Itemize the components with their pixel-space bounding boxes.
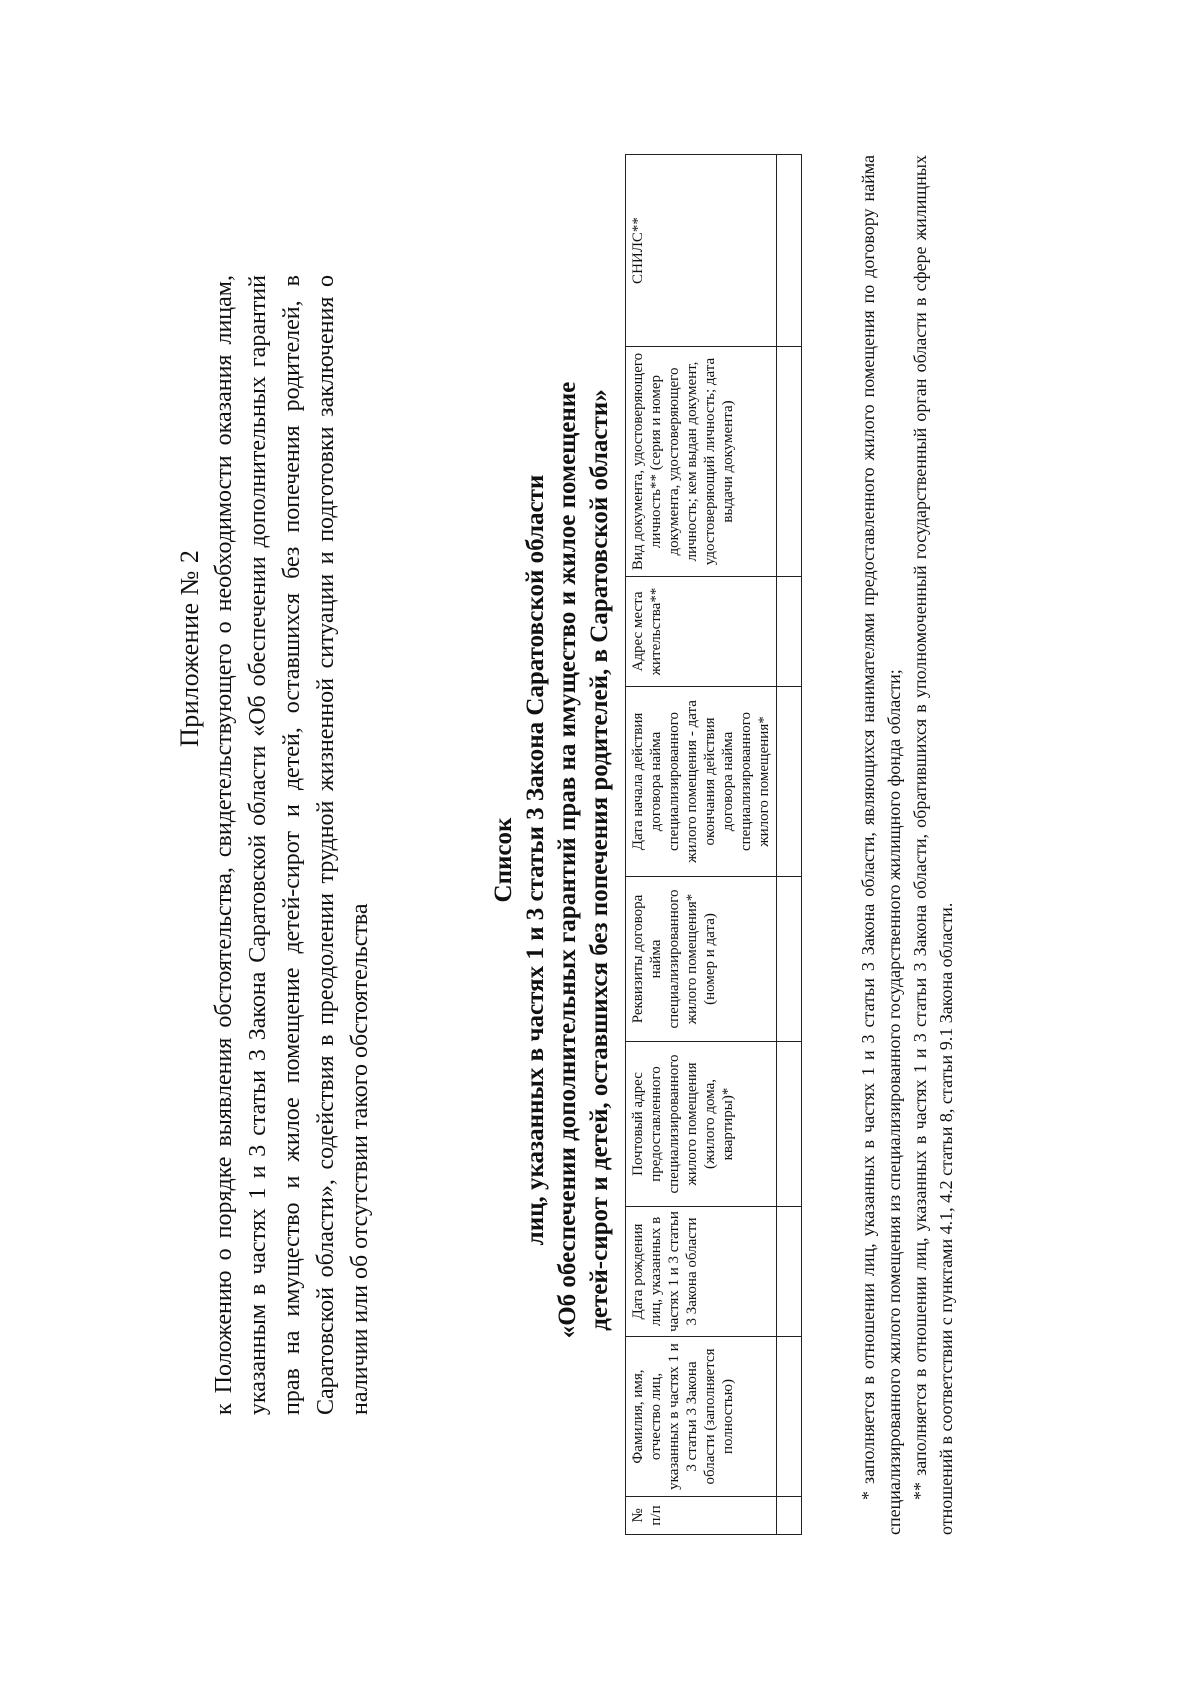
footnote-double-asterisk: ** заполняется в отношении лиц, указанных в частях 1 и 3 статьи 3 Закона области, обратившихся в уполномоченный государственный орган области в сфере жилищных отношений в соответствии с пунктами 4.1, 4.2 статьи 8, статьи 9.1 Закона области.: [910, 155, 956, 1535]
column-header-snils: СНИЛС**: [626, 155, 777, 347]
list-title-line: лиц, указанных в частях 1 и 3 статьи 3 Закона Саратовской области: [522, 474, 549, 1246]
appendix-title: Приложение № 2: [175, 549, 204, 747]
table-cell: [777, 1207, 802, 1337]
column-header-birth-date: Дата рождения лиц, указанных в частях 1 и 3 статьи 3 Закона области: [626, 1207, 777, 1337]
table-cell: [777, 577, 802, 687]
list-table: [625, 154, 802, 1535]
table-row: [777, 155, 802, 1535]
table-cell: [777, 1042, 802, 1207]
table-cell: [777, 155, 802, 347]
list-title-line: детей-сирот и детей, оставшихся без попечения родителей, в Саратовской области»: [586, 389, 613, 1331]
table-cell: [777, 347, 802, 577]
footnote-single-asterisk: * заполняется в отношении лиц, указанных в частях 1 и 3 статьи 3 Закона области, являющихся нанимателями предоставленного жилого помещения по договору найма специализированного жилого помещения из специализированного государственного жилищного фонда области;: [858, 155, 904, 1535]
column-header-contract-period: Дата начала действия договора найма специализированного жилого помещения - дата окончания действия договора найма специализированного жилого помещения*: [626, 687, 777, 877]
table-header-row: [626, 155, 777, 1535]
list-title-line: «Об обеспечении дополнительных гарантий прав на имущество и жилое помещение: [554, 381, 581, 1339]
column-header-residence-address: Адрес места жительства**: [626, 577, 777, 687]
column-header-identity-document: Вид документа, удостоверяющего личность** (серия и номер документа, удостоверяющего личность; кем выдан документ, удостоверяющий личность; дата выдачи документа): [626, 347, 777, 577]
list-table-container: [625, 155, 802, 1535]
table-cell: [777, 1337, 802, 1497]
list-title: [488, 105, 616, 1615]
list-title-line: Список: [490, 817, 517, 903]
footnotes: [855, 155, 959, 1535]
table-cell: [777, 687, 802, 877]
table-cell: [777, 1497, 802, 1535]
rotated-sheet: [133, 105, 1083, 1615]
column-header-full-name: Фамилия, имя, отчество лиц, указанных в частях 1 и 3 статьи 3 Закона области (заполняется полностью): [626, 1337, 777, 1497]
column-header-contract-details: Реквизиты договора найма специализированного жилого помещения* (номер и дата): [626, 877, 777, 1042]
column-header-number: № п/п: [626, 1497, 777, 1535]
column-header-postal-address: Почтовый адрес предоставленного специализированного жилого помещения (жилого дома, квартиры)*: [626, 1042, 777, 1207]
table-cell: [777, 877, 802, 1042]
appendix-body: к Положению о порядке выявления обстоятельства, свидетельствующего о необходимости оказания лицам, указанным в частях 1 и 3 статьи 3 Закона Саратовской области «Об обеспечении дополнительных гарантий прав на имущество и жилое помещение детей-сирот и детей, оставшихся без попечения родителей, в Саратовской области», содействия в преодолении трудной жизненной ситуации и подготовки заключения о наличии или об отсутствии такого обстоятельства: [211, 275, 373, 1415]
